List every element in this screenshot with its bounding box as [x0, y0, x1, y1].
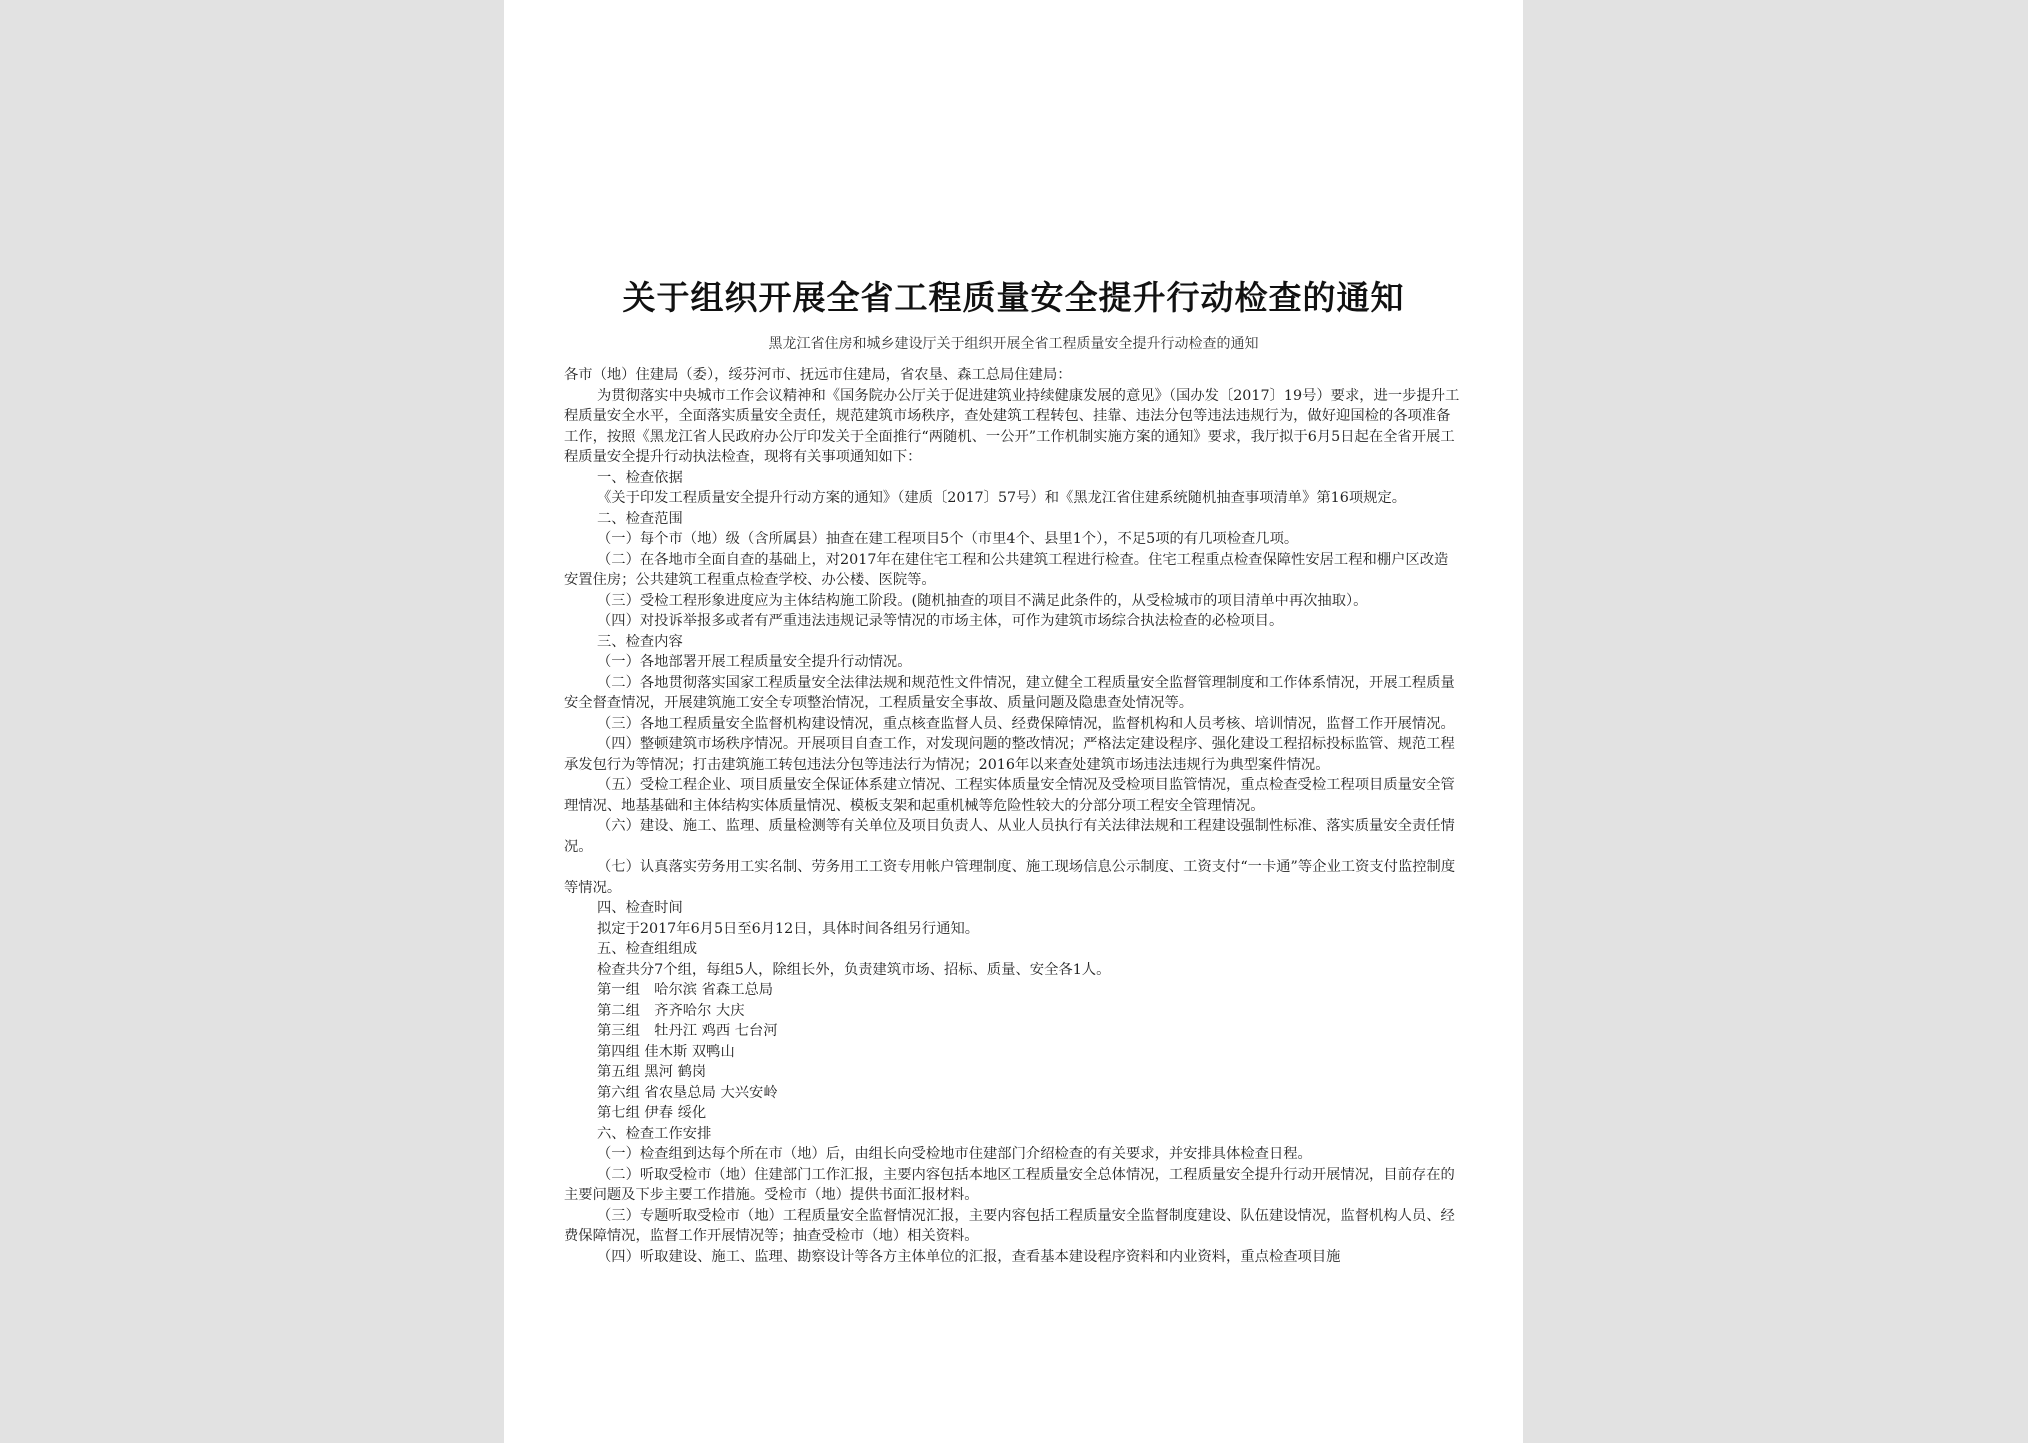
- group-line: 第二组 齐齐哈尔 大庆: [597, 1002, 745, 1019]
- paragraph: 《关于印发工程质量安全提升行动方案的通知》（建质〔2017〕57号）和《黑龙江省住建系统随机抽查事项清单》第16项规定。: [597, 490, 1407, 506]
- section-heading: 六、检查工作安排: [597, 1125, 712, 1142]
- paragraph: 拟定于2017年6月5日至6月12日，具体时间各组另行通知。: [597, 920, 980, 937]
- section-heading: 一、检查依据: [597, 469, 683, 486]
- paragraph: （二）在各地市全面自查的基础上，对2017年在建住宅工程和公共建筑工程进行检查。住宅工程重点检查保障性安居工程和棚户区改造安置住房；公共建筑工程重点检查学校、办公楼、医院等。: [564, 551, 1449, 588]
- group-line: 第四组 佳木斯 双鸭山: [597, 1043, 735, 1060]
- paragraph: （二）听取受检市（地）住建部门工作汇报，主要内容包括本地区工程质量安全总体情况，工程质量安全提升行动开展情况，目前存在的主要问题及下步主要工作措施。受检市（地）提供书面汇报材料。: [564, 1166, 1455, 1203]
- section-heading: 四、检查时间: [597, 900, 683, 916]
- paragraph: （一）检查组到达每个所在市（地）后，由组长向受检地市住建部门介绍检查的有关要求，并安排具体检查日程。: [597, 1146, 1312, 1162]
- document-title: 关于组织开展全省工程质量安全提升行动检查的通知: [622, 278, 1405, 317]
- document-body: [564, 365, 1460, 1267]
- paragraph: （四）听取建设、施工、监理、勘察设计等各方主体单位的汇报，查看基本建设程序资料和内业资料，重点检查项目施: [597, 1248, 1341, 1265]
- group-line: 第六组 省农垦总局 大兴安岭: [597, 1084, 778, 1101]
- paragraph: （七）认真落实劳务用工实名制、劳务用工工资专用帐户管理制度、施工现场信息公示制度、工资支付“一卡通”等企业工资支付监控制度等情况。: [564, 859, 1456, 896]
- paragraph: 检查共分7个组，每组5人，除组长外，负责建筑市场、招标、质量、安全各1人。: [597, 961, 1111, 978]
- document-subtitle: 黑龙江省住房和城乡建设厅关于组织开展全省工程质量安全提升行动检查的通知: [768, 336, 1259, 352]
- paragraph: （三）受检工程形象进度应为主体结构施工阶段。(随机抽查的项目不满足此条件的，从受检城市的项目清单中再次抽取）。: [597, 592, 1368, 609]
- salutation: 各市（地）住建局（委），绥芬河市、抚远市住建局，省农垦、森工总局住建局：: [564, 367, 1072, 383]
- group-line: 第七组 伊春 绥化: [597, 1105, 707, 1121]
- paragraph: （二）各地贯彻落实国家工程质量安全法律法规和规范性文件情况，建立健全工程质量安全监督管理制度和工作体系情况，开展工程质量安全督查情况，开展建筑施工安全专项整治情况，工程质量安全事故、质量问题及隐患查处情况等。: [564, 674, 1455, 711]
- section-heading: 五、检查组组成: [597, 941, 698, 957]
- document-page: [504, 0, 1523, 1443]
- group-line: 第五组 黑河 鹤岗: [597, 1064, 707, 1080]
- group-line: 第一组 哈尔滨 省森工总局: [597, 982, 774, 998]
- paragraph: （一）各地部署开展工程质量安全提升行动情况。: [597, 654, 912, 670]
- paragraph: （三）各地工程质量安全监督机构建设情况，重点核查监督人员、经费保障情况，监督机构和人员考核、培训情况，监督工作开展情况。: [597, 715, 1455, 732]
- paragraph: （四）整顿建筑市场秩序情况。开展项目自查工作，对发现问题的整改情况；严格法定建设程序、强化建设工程招标投标监管、规范工程承发包行为等情况；打击建筑施工转包违法分包等违法行为情况；2016年以来查处建筑市场违法违规行为典型案件情况。: [564, 736, 1455, 773]
- paragraph: （三）专题听取受检市（地）工程质量安全监督情况汇报，主要内容包括工程质量安全监督制度建设、队伍建设情况，监督机构人员、经费保障情况，监督工作开展情况等；抽查受检市（地）相关资料。: [564, 1207, 1455, 1244]
- section-heading: 三、检查内容: [597, 633, 683, 650]
- paragraph-intro: 为贯彻落实中央城市工作会议精神和《国务院办公厅关于促进建筑业持续健康发展的意见》（国办发〔2017〕19号）要求，进一步提升工程质量安全水平，全面落实质量安全责任，规范建筑市场秩序，查处建筑工程转包、挂靠、违法分包等违法违规行为，做好迎国检的各项准备工作，按照《黑龙江省人民政府办公厅印发关于全面推行“两随机、一公开”工作机制实施方案的通知》要求，我厅拟于6月5日起在全省开展工程质量安全提升行动执法检查，现将有关事项通知如下：: [564, 387, 1460, 465]
- paragraph: （一）每个市（地）级（含所属县）抽查在建工程项目5个（市里4个、县里1个），不足5项的有几项检查几项。: [597, 531, 1299, 547]
- paragraph: （五）受检工程企业、项目质量安全保证体系建立情况、工程实体质量安全情况及受检项目监管情况，重点检查受检工程项目质量安全管理情况、地基基础和主体结构实体质量情况、模板支架和起重机械等危险性较大的分部分项工程安全管理情况。: [564, 777, 1455, 814]
- group-line: 第三组 牡丹江 鸡西 七台河: [597, 1023, 778, 1039]
- paragraph: （六）建设、施工、监理、质量检测等有关单位及项目负责人、从业人员执行有关法律法规和工程建设强制性标准、落实质量安全责任情况。: [564, 818, 1455, 855]
- paragraph: （四）对投诉举报多或者有严重违法违规记录等情况的市场主体，可作为建筑市场综合执法检查的必检项目。: [597, 613, 1284, 629]
- section-heading: 二、检查范围: [597, 510, 683, 527]
